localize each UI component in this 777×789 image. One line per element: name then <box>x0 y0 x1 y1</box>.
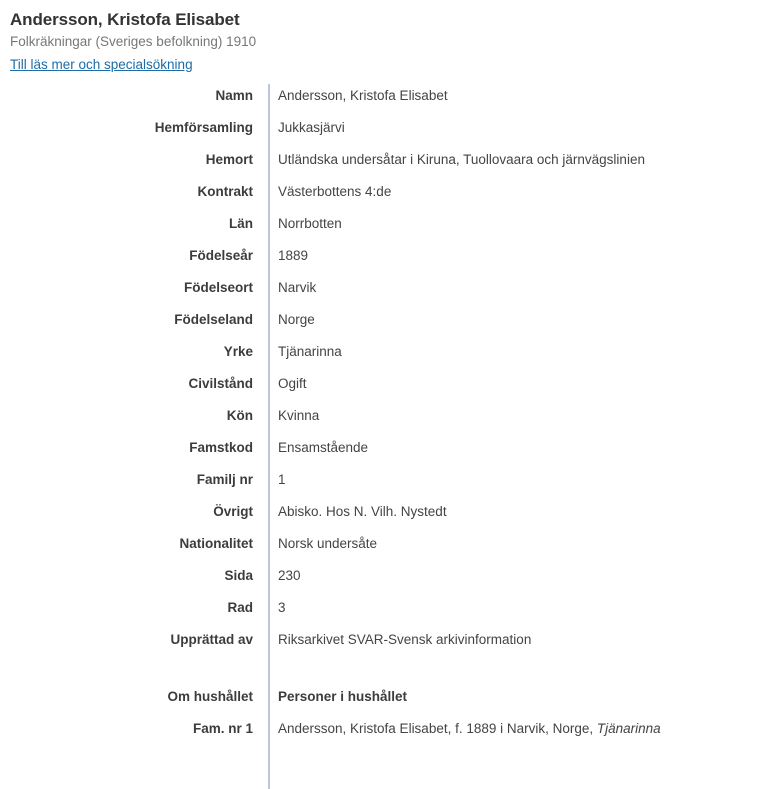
field-value-lan: Norrbotten <box>278 216 342 231</box>
field-label-famstkod: Famstkod <box>189 440 253 455</box>
field-label-hemforsamling: Hemförsamling <box>154 120 253 135</box>
field-label-yrke: Yrke <box>223 344 253 359</box>
table-row <box>0 308 777 340</box>
field-label-fodelsear: Födelseår <box>189 248 253 263</box>
field-label-kontrakt: Kontrakt <box>197 184 253 199</box>
table-row <box>0 532 777 564</box>
field-label-namn: Namn <box>215 88 253 103</box>
household-member-label: Fam. nr 1 <box>192 721 253 736</box>
field-value-sida: 230 <box>278 568 301 583</box>
field-value-kon: Kvinna <box>278 408 320 423</box>
field-value-fodelsear: 1889 <box>278 248 309 263</box>
table-row <box>0 180 777 212</box>
table-row <box>0 372 777 404</box>
table-row <box>0 564 777 596</box>
table-row <box>0 404 777 436</box>
table-row <box>0 436 777 468</box>
record-details-table <box>0 84 777 749</box>
household-member-value <box>253 717 777 738</box>
field-value-upprattad-av: Riksarkivet SVAR-Svensk arkivinformation <box>278 632 532 647</box>
field-label-fodelseland: Födelseland <box>174 312 253 327</box>
field-value-nationalitet: Norsk undersåte <box>278 536 378 551</box>
field-value-fodelseort: Narvik <box>278 280 317 295</box>
field-value-hemforsamling: Jukkasjärvi <box>278 120 345 135</box>
record-header <box>0 0 777 74</box>
field-value-kontrakt: Västerbottens 4:de <box>278 184 392 199</box>
field-value-namn: Andersson, Kristofa Elisabet <box>278 88 448 103</box>
table-row <box>0 116 777 148</box>
record-source-subtitle: Folkräkningar (Sveriges befolkning) 1910 <box>10 34 257 49</box>
field-value-yrke: Tjänarinna <box>278 344 342 359</box>
field-value-hemort: Utländska undersåtar i Kiruna, Tuollovaara och järnvägslinien <box>278 152 645 167</box>
table-row <box>0 468 777 500</box>
table-row <box>0 84 777 116</box>
table-row <box>0 212 777 244</box>
table-row <box>0 340 777 372</box>
table-row <box>0 500 777 532</box>
field-label-lan: Län <box>228 216 253 231</box>
field-label-rad: Rad <box>227 600 253 615</box>
field-value-fodelseland: Norge <box>278 312 315 327</box>
household-member-text: Andersson, Kristofa Elisabet, f. 1889 i Narvik, Norge, <box>278 721 597 736</box>
table-row <box>0 244 777 276</box>
field-value-ovrigt: Abisko. Hos N. Vilh. Nystedt <box>278 504 447 519</box>
table-row <box>0 276 777 308</box>
household-section-row <box>0 685 777 717</box>
field-label-civilstand: Civilstånd <box>188 376 253 391</box>
household-section-label: Om hushållet <box>167 689 253 704</box>
table-row <box>0 596 777 628</box>
field-label-ovrigt: Övrigt <box>213 504 253 519</box>
field-label-familj-nr: Familj nr <box>196 472 253 487</box>
field-label-hemort: Hemort <box>205 152 253 167</box>
table-row <box>0 628 777 660</box>
field-value-rad: 3 <box>278 600 286 615</box>
household-member-occupation: Tjänarinna <box>596 721 661 736</box>
household-section-heading: Personer i hushållet <box>278 689 408 704</box>
field-label-fodelseort: Födelseort <box>183 280 253 295</box>
page-title: Andersson, Kristofa Elisabet <box>10 10 240 29</box>
field-value-familj-nr: 1 <box>278 472 286 487</box>
household-member-row <box>0 717 777 749</box>
special-search-link[interactable]: Till läs mer och specialsökning <box>10 57 193 72</box>
field-value-famstkod: Ensamstående <box>278 440 369 455</box>
field-value-civilstand: Ogift <box>278 376 307 391</box>
field-label-nationalitet: Nationalitet <box>179 536 253 551</box>
table-row <box>0 148 777 180</box>
field-label-sida: Sida <box>224 568 253 583</box>
field-label-kon: Kön <box>226 408 253 423</box>
field-label-upprattad-av: Upprättad av <box>170 632 253 647</box>
